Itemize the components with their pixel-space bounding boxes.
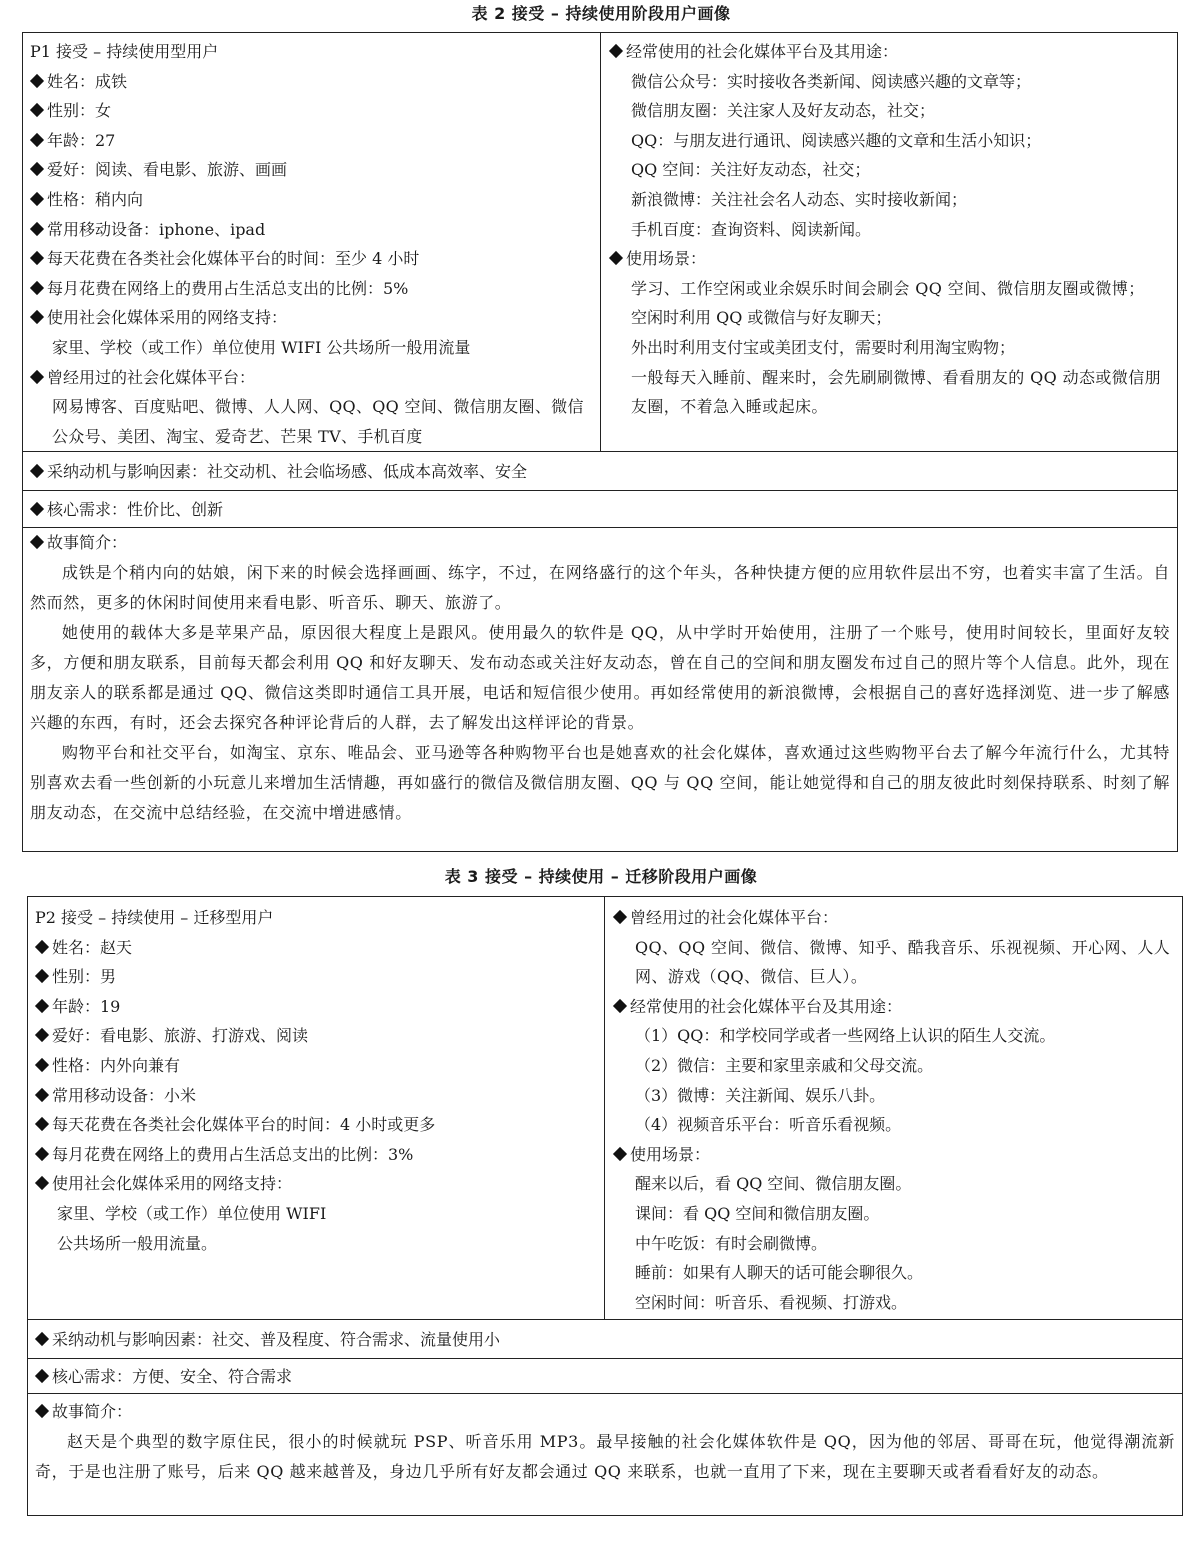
profile-right-column — [609, 37, 1171, 422]
diamond-bullet-icon — [35, 1404, 50, 1419]
scene-heading: 使用场景： — [609, 244, 1171, 274]
diamond-bullet-icon — [35, 1117, 50, 1132]
profile-item: 每月花费在网络上的费用占生活总支出的比例：5% — [30, 274, 596, 304]
scene-item: 空闲时间：听音乐、看视频、打游戏。 — [635, 1292, 908, 1312]
profile-item: 年龄：27 — [30, 126, 596, 156]
diamond-bullet-icon — [613, 999, 628, 1014]
network-detail: 家里、学校（或工作）单位使用 WIFI — [57, 1203, 327, 1223]
diamond-bullet-icon — [30, 502, 45, 517]
diamond-bullet-icon — [30, 162, 45, 177]
network-detail: 家里、学校（或工作）单位使用 WIFI 公共场所一般用流量 — [52, 337, 471, 357]
story-section — [30, 528, 1170, 828]
platforms-detail: 网易博客、百度贴吧、微博、人人网、QQ、QQ 空间、微信朋友圈、微信公众号、美团、淘宝、爱奇艺、芒果 TV、手机百度 — [52, 397, 584, 446]
diamond-bullet-icon — [35, 1147, 50, 1162]
scene-item: 外出时利用支付宝或美团支付，需要时利用淘宝购物； — [631, 337, 1016, 357]
story-paragraph: 购物平台和社交平台，如淘宝、京东、唯品会、亚马逊等各种购物平台也是她喜欢的社会化媒体，喜欢通过这些购物平台去了解今年流行什么，尤其特别喜欢去看一些创新的小玩意儿来增加生活情趣，再如盛行的微信及微信朋友圈、QQ 与 QQ 空间，能让她觉得和自己的朋友彼此时刻保持联系、时刻了解朋友动态，在交流中总结经验，在交流中增进感情。 — [30, 742, 1170, 822]
diamond-bullet-icon — [30, 192, 45, 207]
diamond-bullet-icon — [30, 222, 45, 237]
row-divider — [23, 490, 1177, 491]
profile-item: 爱好：阅读、看电影、旅游、画画 — [30, 155, 596, 185]
row-divider — [28, 1393, 1182, 1394]
core-need-row: 核心需求：方便、安全、符合需求 — [35, 1362, 1175, 1392]
motivation-row: 采纳动机与影响因素：社交动机、社会临场感、低成本高效率、安全 — [30, 457, 1170, 487]
diamond-bullet-icon — [35, 1028, 50, 1043]
core-need-row: 核心需求：性价比、创新 — [30, 495, 1170, 525]
profile-item: 性别：女 — [30, 96, 596, 126]
profile-item: 性格：稍内向 — [30, 185, 596, 215]
usage-item: （1）QQ：和学校同学或者一些网络上认识的陌生人交流。 — [635, 1026, 1056, 1046]
diamond-bullet-icon — [30, 133, 45, 148]
column-divider — [604, 897, 605, 1319]
scene-item: 醒来以后，看 QQ 空间、微信朋友圈。 — [635, 1174, 912, 1194]
diamond-bullet-icon — [35, 1176, 50, 1191]
scene-item: 睡前：如果有人聊天的话可能会聊很久。 — [635, 1263, 924, 1283]
usage-item: 新浪微博：关注社会名人动态、实时接收新闻； — [631, 189, 968, 209]
motivation-row: 采纳动机与影响因素：社交、普及程度、符合需求、流量使用小 — [35, 1325, 1175, 1355]
profile-item: 使用社会化媒体采用的网络支持： — [35, 1169, 601, 1199]
usage-item: （4）视频音乐平台：听音乐看视频。 — [635, 1115, 902, 1135]
profile-item: 曾经用过的社会化媒体平台： — [30, 363, 596, 393]
diamond-bullet-icon — [35, 999, 50, 1014]
profile-item: 性格：内外向兼有 — [35, 1051, 601, 1081]
scene-item: 一般每天入睡前、醒来时，会先刷刷微博、看看朋友的 QQ 动态或微信朋友圈，不着急入睡或起床。 — [631, 367, 1162, 417]
diamond-bullet-icon — [609, 251, 624, 266]
table-3-caption: 表 3 接受 – 持续使用 – 迁移阶段用户画像 — [444, 867, 758, 886]
table-3 — [27, 896, 1183, 1516]
diamond-bullet-icon — [613, 910, 628, 925]
diamond-bullet-icon — [35, 1058, 50, 1073]
profile-item: 年龄：19 — [35, 992, 601, 1022]
diamond-bullet-icon — [613, 1147, 628, 1162]
usage-item: 微信公众号：实时接收各类新闻、阅读感兴趣的文章等； — [631, 71, 1032, 91]
diamond-bullet-icon — [35, 1088, 50, 1103]
diamond-bullet-icon — [30, 103, 45, 118]
diamond-bullet-icon — [35, 969, 50, 984]
scene-item: 课间：看 QQ 空间和微信朋友圈。 — [635, 1203, 880, 1223]
profile-item: 姓名：成铁 — [30, 67, 596, 97]
scene-heading: 使用场景： — [613, 1140, 1176, 1170]
story-heading: 故事简介： — [30, 528, 1170, 558]
diamond-bullet-icon — [609, 44, 624, 59]
profile-item: 姓名：赵天 — [35, 933, 601, 963]
profile-item: 性别：男 — [35, 962, 601, 992]
platforms-heading: 曾经用过的社会化媒体平台： — [613, 903, 1176, 933]
diamond-bullet-icon — [30, 74, 45, 89]
column-divider — [600, 33, 601, 451]
usage-item: 微信朋友圈：关注家人及好友动态，社交； — [631, 101, 936, 121]
profile-item: 使用社会化媒体采用的网络支持： — [30, 303, 596, 333]
diamond-bullet-icon — [30, 281, 45, 296]
story-paragraph: 成铁是个稍内向的姑娘，闲下来的时候会选择画画、练字，不过，在网络盛行的这个年头，各种快捷方便的应用软件层出不穷，也着实丰富了生活。自然而然，更多的休闲时间使用来看电影、听音乐、聊天、旅游了。 — [30, 562, 1170, 612]
diamond-bullet-icon — [35, 940, 50, 955]
profile-item: 每月花费在网络上的费用占生活总支出的比例：3% — [35, 1140, 601, 1170]
usage-heading: 经常使用的社会化媒体平台及其用途： — [609, 37, 1171, 67]
row-divider — [28, 1319, 1182, 1320]
profile-item: 每天花费在各类社会化媒体平台的时间：4 小时或更多 — [35, 1110, 601, 1140]
table-2 — [22, 32, 1178, 852]
usage-item: QQ：与朋友进行通讯、阅读感兴趣的文章和生活小知识； — [631, 130, 1042, 150]
diamond-bullet-icon — [30, 251, 45, 266]
scene-item: 空闲时利用 QQ 或微信与好友聊天； — [631, 308, 892, 328]
diamond-bullet-icon — [30, 310, 45, 325]
profile-right-column — [613, 903, 1176, 1317]
diamond-bullet-icon — [35, 1332, 50, 1347]
usage-heading: 经常使用的社会化媒体平台及其用途： — [613, 992, 1176, 1022]
diamond-bullet-icon — [30, 370, 45, 385]
scene-item: 学习、工作空闲或业余娱乐时间会刷会 QQ 空间、微信朋友圈或微博； — [631, 278, 1145, 298]
row-divider — [28, 1358, 1182, 1359]
persona-title: P1 接受 – 持续使用型用户 — [30, 42, 219, 61]
profile-left-column — [35, 903, 601, 1258]
persona-title: P2 接受 – 持续使用 – 迁移型用户 — [35, 908, 274, 927]
story-paragraph: 她使用的载体大多是苹果产品，原因很大程度上是跟风。使用最久的软件是 QQ，从中学时开始使用，注册了一个账号，使用时间较长，里面好友较多，方便和朋友联系，目前每天都会利用 QQ 和好友聊天、发布动态或关注好友动态，曾在自己的空间和朋友圈发布过自己的照片等个人信息。此外，现在朋友亲人的联系都是通过 QQ、微信这类即时通信工具开展，电话和短信很少使用。再如经常使用的新浪微博，会根据自己的喜好选择浏览、进一步了解感兴趣的东西，有时，还会去探究各种评论背后的人群，去了解发出这样评论的背景。 — [30, 622, 1170, 732]
usage-item: （2）微信：主要和家里亲戚和父母交流。 — [635, 1055, 934, 1075]
table-2-caption: 表 2 接受 – 持续使用阶段用户画像 — [471, 4, 731, 23]
diamond-bullet-icon — [35, 1369, 50, 1384]
usage-item: QQ 空间：关注好友动态，社交； — [631, 160, 871, 180]
profile-item: 每天花费在各类社会化媒体平台的时间：至少 4 小时 — [30, 244, 596, 274]
profile-item: 常用移动设备：iphone、ipad — [30, 215, 596, 245]
profile-item: 爱好：看电影、旅游、打游戏、阅读 — [35, 1021, 601, 1051]
story-section — [35, 1397, 1175, 1487]
usage-item: （3）微博：关注新闻、娱乐八卦。 — [635, 1085, 886, 1105]
platforms-detail: QQ、QQ 空间、微信、微博、知乎、酷我音乐、乐视视频、开心网、人人网、游戏（QQ、微信、巨人）。 — [635, 937, 1171, 987]
diamond-bullet-icon — [30, 464, 45, 479]
diamond-bullet-icon — [30, 535, 45, 550]
usage-item: 手机百度：查询资料、阅读新闻。 — [631, 219, 872, 239]
scene-item: 中午吃饭：有时会刷微博。 — [635, 1233, 828, 1253]
story-heading: 故事简介： — [35, 1397, 1175, 1427]
profile-item: 常用移动设备：小米 — [35, 1081, 601, 1111]
story-paragraph: 赵天是个典型的数字原住民，很小的时候就玩 PSP、听音乐用 MP3。最早接触的社会化媒体软件是 QQ，因为他的邻居、哥哥在玩，他觉得潮流新奇，于是也注册了账号，后来 QQ 越来越普及，身边几乎所有好友都会通过 QQ 来联系，也就一直用了下来，现在主要聊天或者看看好友的动态。 — [35, 1431, 1175, 1481]
network-detail: 公共场所一般用流量。 — [57, 1233, 218, 1253]
profile-left-column — [30, 37, 596, 451]
